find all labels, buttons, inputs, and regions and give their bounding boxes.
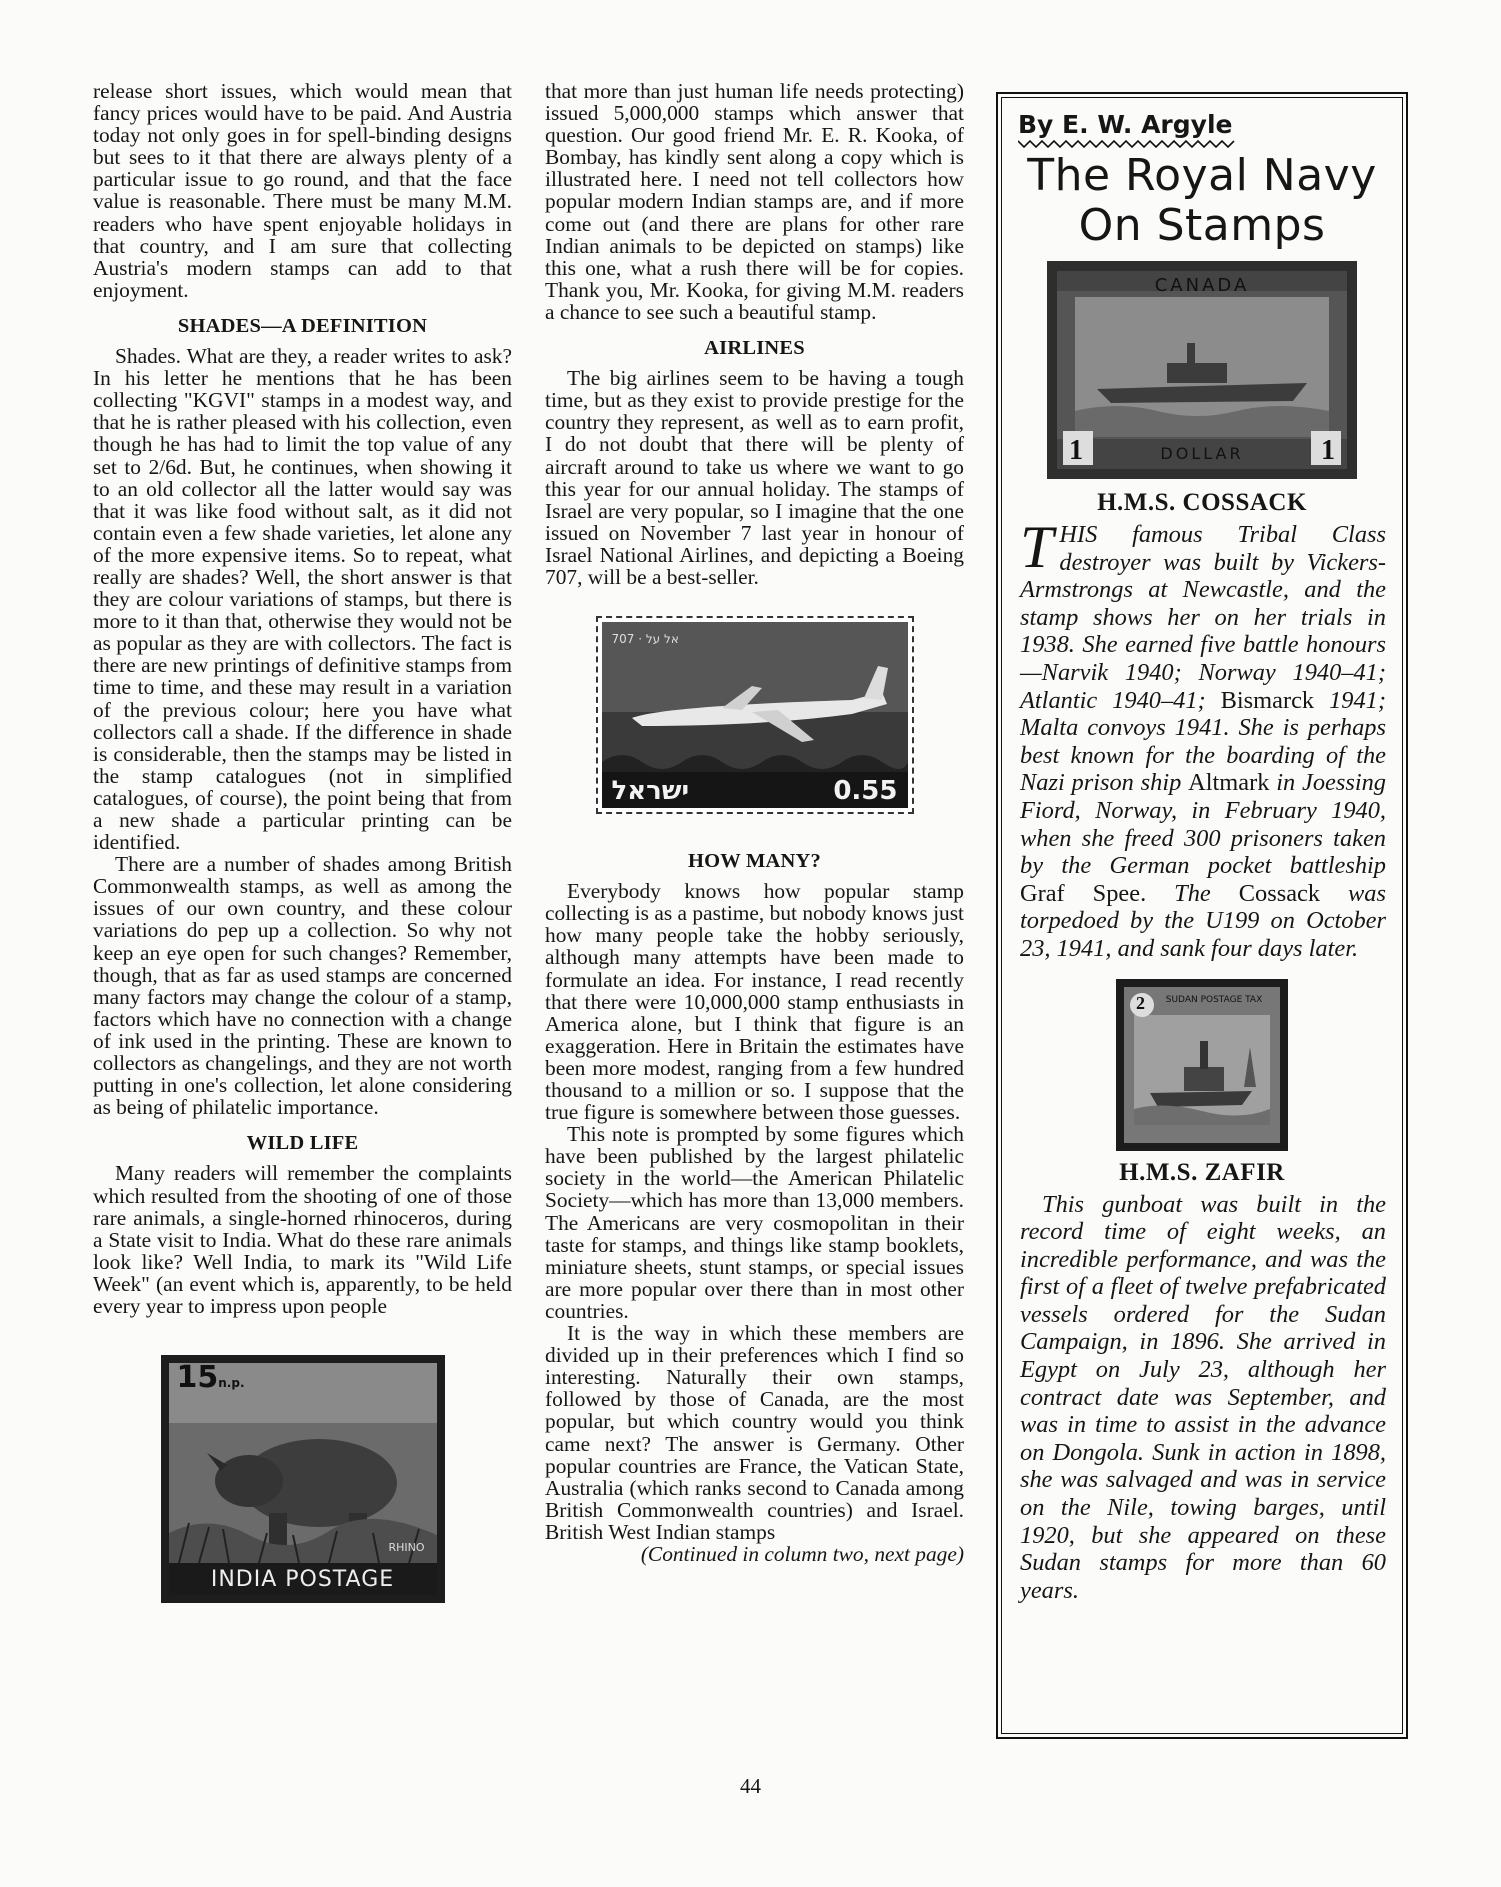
cossack-text-d: The	[1146, 879, 1239, 907]
canada-stamp-value-left: 1	[1069, 435, 1083, 466]
shades-heading: SHADES—A DEFINITION	[177, 314, 428, 337]
column-two-intro: that more than just human life needs protecting) issued 5,000,000 stamps which answer that question. Our good friend Mr. E. R. Kooka, of Bombay, has kindly sent along a copy which is illustrated here. I need not tell collectors how popular modern Indian stamps are, and if more come out (and there are plans for other rare Indian animals to be depicted on stamps) like this one, what a rush there will be for copies. Thank you, Mr. Kooka, for giving M.M. readers a chance to see such a beautiful stamp.	[545, 79, 964, 324]
canada-stamp-value-word: DOLLAR	[1160, 444, 1244, 463]
rhino-illustration	[169, 1360, 437, 1595]
bismarck-name: Bismarck	[1220, 686, 1315, 714]
shades-paragraph-1: Shades. What are they, a reader writes to ask? In his letter he mentions that he has been collecting "KGVI" stamps in a modest way, and that he is rather pleased with his collection, even though he has had to limit the top value of any set to 2/6d. But, he continues, when showing it to an old collector all the latter would say was that it was like food without salt, as it did not contain even a few shade varieties, let alone any of the more expensive items. So to repeat, what really are shades? Well, the short answer is that they are colour variations of stamps, but there is more to it than that, otherwise they would not be as popular as they are with collectors. The fact is there are new printings of definitive stamps from time to time, and these may result in a variation of the previous colour; here you have what collectors call a shade. If the difference in shade is considerable, then the stamps may be listed in the stamp catalogues (not in simplified catalogues, of course), the point being that from a new shade a particular printing can be identified.	[93, 344, 512, 855]
cossack-heading: H.M.S. COSSACK	[1097, 489, 1307, 516]
canada-destroyer-stamp	[1047, 261, 1357, 479]
sudan-stamp-label: SUDAN POSTAGE TAX	[1165, 994, 1263, 1005]
sudan-stamp-value: 2	[1136, 992, 1145, 1013]
howmany-heading: HOW MANY?	[688, 850, 821, 873]
india-stamp-label: INDIA POSTAGE	[210, 1566, 395, 1592]
shades-paragraph-2: There are a number of shades among British Commonwealth stamps, as well as among the issues of our own country, and these colour variations do pep up a collection. So why not keep an eye open for such changes? Remember, though, that as far as used stamps are concerned many factors may change the colour of a stamp, factors which have no connection with a change of ink used in the printing. These are known to collectors as changelings, and they are not worth putting in one's collection, let alone considering as being of philatelic importance.	[93, 852, 512, 1120]
airlines-paragraph-1: The big airlines seem to be having a tough time, but as they exist to provide prestige for the country they represent, as well as to earn profit, I do not doubt that there will be plenty of aircraft around to take us where we want to go this year for our annual holiday. The stamps of Israel are very popular, so I imagine that the one issued on November 7 last year in honour of Israel National Airlines, and depicting a Boeing 707, will be a best-seller.	[545, 366, 964, 589]
cossack-text-c: in Joessing Fiord, Norway, in February 1940, when she freed 300 prisoners taken by the German pocket battleship	[1020, 769, 1387, 880]
zafir-heading: H.M.S. ZAFIR	[1119, 1158, 1285, 1186]
zigzag-rule-icon	[1018, 139, 1238, 149]
wildlife-paragraph-1: Many readers will remember the complaints which resulted from the shooting of one of those rare animals, a single-horned rhinoceros, during a State visit to India. What do these rare animals look like? Well India, to mark its "Wild Life Week" (an event which is, apparently, to be held every year to impress upon people	[93, 1161, 512, 1318]
israel-stamp-figure	[545, 616, 964, 814]
airlines-heading: AIRLINES	[704, 337, 805, 360]
howmany-paragraph-3: It is the way in which these members are divided up in their preferences which I find so interesting. Naturally their own stamps, followed by those of Canada, are the most popular, but which country would you think came next? The answer is Germany. Other popular countries are France, the Vatican State, Australia (which ranks second to Canada among British Commonwealth countries) and Israel. British West Indian stamps	[545, 1321, 964, 1544]
howmany-paragraph-1: Everybody knows how popular stamp collecting is as a pastime, but nobody knows just how many people take the hobby seriously, although many attempts have been made to formulate an idea. For instance, I read recently that there were 10,000,000 stamp enthusiasts in America alone, but I think that figure is an exaggeration. Here in Britain the estimates have been more modest, ranging from a few hundred thousand to a million or so. I suppose that the true figure is somewhere between those guesses.	[545, 879, 964, 1125]
cossack-text-b: 1941; Malta convoys 1941. She is perhaps best known for the boarding of the Nazi prison ship	[1020, 686, 1386, 797]
howmany-paragraph-2: This note is prompted by some figures which have been published by the largest philatelic society in the world—the American Philatelic Society—which has more than 13,000 members. The Americans are very cosmopolitan in their taste for stamps, and things like stamp booklets, miniature sheets, stunt stamps, or special issues are more popular over there than in most other countries.	[545, 1122, 964, 1323]
destroyer-illustration	[1057, 271, 1347, 469]
sudan-gunboat-stamp	[1116, 979, 1288, 1151]
column-one-intro: release short issues, which would mean that fancy prices would have to be paid. And Austria today not only goes in for spell-binding designs but sees to it that there are always plenty of a particular issue to go round, and that the face value is reasonable. There must be many M.M. readers who have spent enjoyable holidays in that country, and I am sure that collecting Austria's modern stamps can add to that enjoyment.	[93, 79, 512, 302]
page-number: 44	[740, 1774, 761, 1798]
israel-boeing-stamp	[596, 616, 914, 814]
israel-stamp-value: 0.55	[833, 775, 898, 806]
cossack-dropcap: T	[1020, 514, 1054, 580]
canada-stamp-figure	[1014, 261, 1390, 479]
israel-stamp-top-text: אל על · 707	[611, 632, 679, 647]
continued-note: (Continued in column two, next page)	[640, 1541, 964, 1566]
royal-navy-sidebar	[996, 92, 1408, 1739]
cossack-text-e: was torpedoed by the U199 on October 23, 1941, and sank four days later.	[1020, 879, 1386, 962]
cossack-ship-name: Cossack	[1238, 879, 1321, 907]
israel-stamp-country: ישראל	[611, 775, 690, 806]
gunboat-illustration	[1124, 987, 1280, 1143]
india-stamp-value: 15n.p.	[176, 1360, 245, 1396]
column-two	[545, 80, 964, 1565]
altmark-name: Altmark	[1188, 769, 1270, 797]
cossack-paragraph	[1014, 514, 1390, 963]
sudan-stamp-figure	[1014, 979, 1390, 1151]
sidebar-title	[1014, 151, 1390, 251]
india-stamp-figure	[93, 1355, 512, 1603]
column-one	[93, 80, 512, 1603]
canada-stamp-country: CANADA	[1154, 275, 1250, 296]
canada-stamp-value-right: 1	[1321, 435, 1335, 466]
graf-spee-name: Graf Spee.	[1020, 879, 1147, 907]
india-stamp-animal-label: RHINO	[388, 1541, 425, 1555]
sidebar-title-line-2: On Stamps	[1078, 200, 1326, 251]
india-rhino-stamp	[161, 1355, 445, 1603]
cossack-text-a: HIS famous Tribal Class destroyer was built by Vickers-Armstrongs at Newcastle, and the stamp shows her on her trials in 1938. She earned five battle honours—Narvik 1940; Norway 1940–41; Atlantic 1940–41;	[1020, 521, 1386, 714]
wildlife-heading: WILD LIFE	[246, 1132, 359, 1155]
byline: By E. W. Argyle	[1018, 110, 1233, 139]
sidebar-title-line-1: The Royal Navy	[1027, 150, 1377, 201]
zafir-paragraph: This gunboat was built in the record time of eight weeks, an incredible performance, and was the first of a fleet of twelve prefabricated vessels ordered for the Sudan Campaign, in 1896. She arrived in Egypt on July 23, although her contract date was September, and was in time to assist in the advance on Dongola. Sunk in action in 1898, she was salvaged and was in service on the Nile, towing barges, until 1920, but she appeared on these Sudan stamps for more than 60 years.	[1020, 1190, 1386, 1604]
sidebar-inner-frame	[1001, 97, 1403, 1734]
